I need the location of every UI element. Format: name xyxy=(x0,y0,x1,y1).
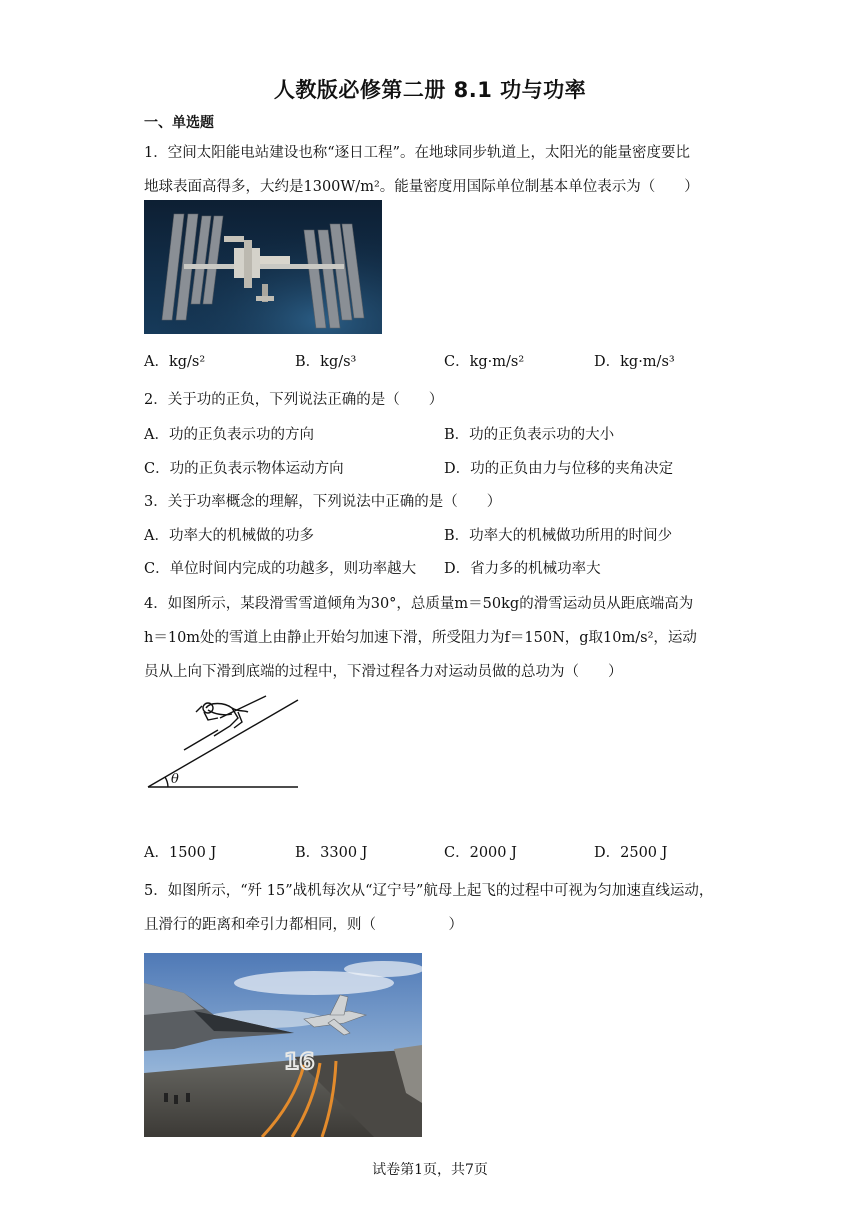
q2-option-a: A．功的正负表示功的方向 xyxy=(144,427,314,443)
question-2-stem: 2．关于功的正负，下列说法正确的是（ ） xyxy=(144,392,444,408)
angle-arc xyxy=(165,777,168,787)
question-3-stem: 3．关于功率概念的理解，下列说法中正确的是（ ） xyxy=(144,494,502,510)
aircraft-carrier-photo xyxy=(144,953,422,1137)
question-1-line-1: 1．空间太阳能电站建设也称“逐日工程”。在地球同步轨道上，太阳光的能量密度要比 xyxy=(144,145,691,161)
q2-option-c: C．功的正负表示物体运动方向 xyxy=(144,461,344,477)
q4-option-d: D．2500 J xyxy=(594,845,668,861)
question-4-line-3: 员从上向下滑到底端的过程中，下滑过程各力对运动员做的总功为（ ） xyxy=(144,664,623,680)
ski-slope-diagram xyxy=(144,688,304,792)
deck-number: 16 xyxy=(284,1050,315,1075)
q1-option-c: C．kg·m/s² xyxy=(444,354,525,370)
question-4-line-2: h＝10m处的雪道上由静止开始匀加速下滑，所受阻力为f＝150N，g取10m/s²，运动 xyxy=(144,630,697,646)
question-1-line-2: 地球表面高得多，大约是1300W/m²。能量密度用国际单位制基本单位表示为（ ） xyxy=(144,179,699,195)
q4-option-c: C．2000 J xyxy=(444,845,517,861)
q3-option-b: B．功率大的机械做功所用的时间少 xyxy=(444,528,673,544)
q4-option-a: A．1500 J xyxy=(144,845,217,861)
q1-option-b: B．kg/s³ xyxy=(295,354,357,370)
q3-option-a: A．功率大的机械做的功多 xyxy=(144,528,314,544)
q2-option-d: D．功的正负由力与位移的夹角决定 xyxy=(444,461,674,477)
q1-option-d: D．kg·m/s³ xyxy=(594,354,675,370)
section-heading: 一、单选题 xyxy=(144,115,214,131)
question-5-line-1: 5．如图所示，“歼 15”战机每次从“辽宁号”航母上起飞的过程中可视为匀加速直线运动， xyxy=(144,883,714,899)
question-4-line-1: 4．如图所示，某段滑雪雪道倾角为30°，总质量m＝50kg的滑雪运动员从距底端高为 xyxy=(144,596,694,612)
angle-label: θ xyxy=(171,772,179,787)
q4-option-b: B．3300 J xyxy=(295,845,368,861)
question-5-line-2: 且滑行的距离和牵引力都相同，则（ ） xyxy=(144,917,463,933)
q2-option-b: B．功的正负表示功的大小 xyxy=(444,427,615,443)
page-footer: 试卷第1页，共7页 xyxy=(372,1162,488,1178)
space-station-photo xyxy=(144,200,382,334)
q1-option-a: A．kg/s² xyxy=(144,354,206,370)
q3-option-c: C．单位时间内完成的功越多，则功率越大 xyxy=(144,561,417,577)
q3-option-d: D．省力多的机械功率大 xyxy=(444,561,601,577)
page-title: 人教版必修第二册 8.1 功与功率 xyxy=(273,78,587,102)
